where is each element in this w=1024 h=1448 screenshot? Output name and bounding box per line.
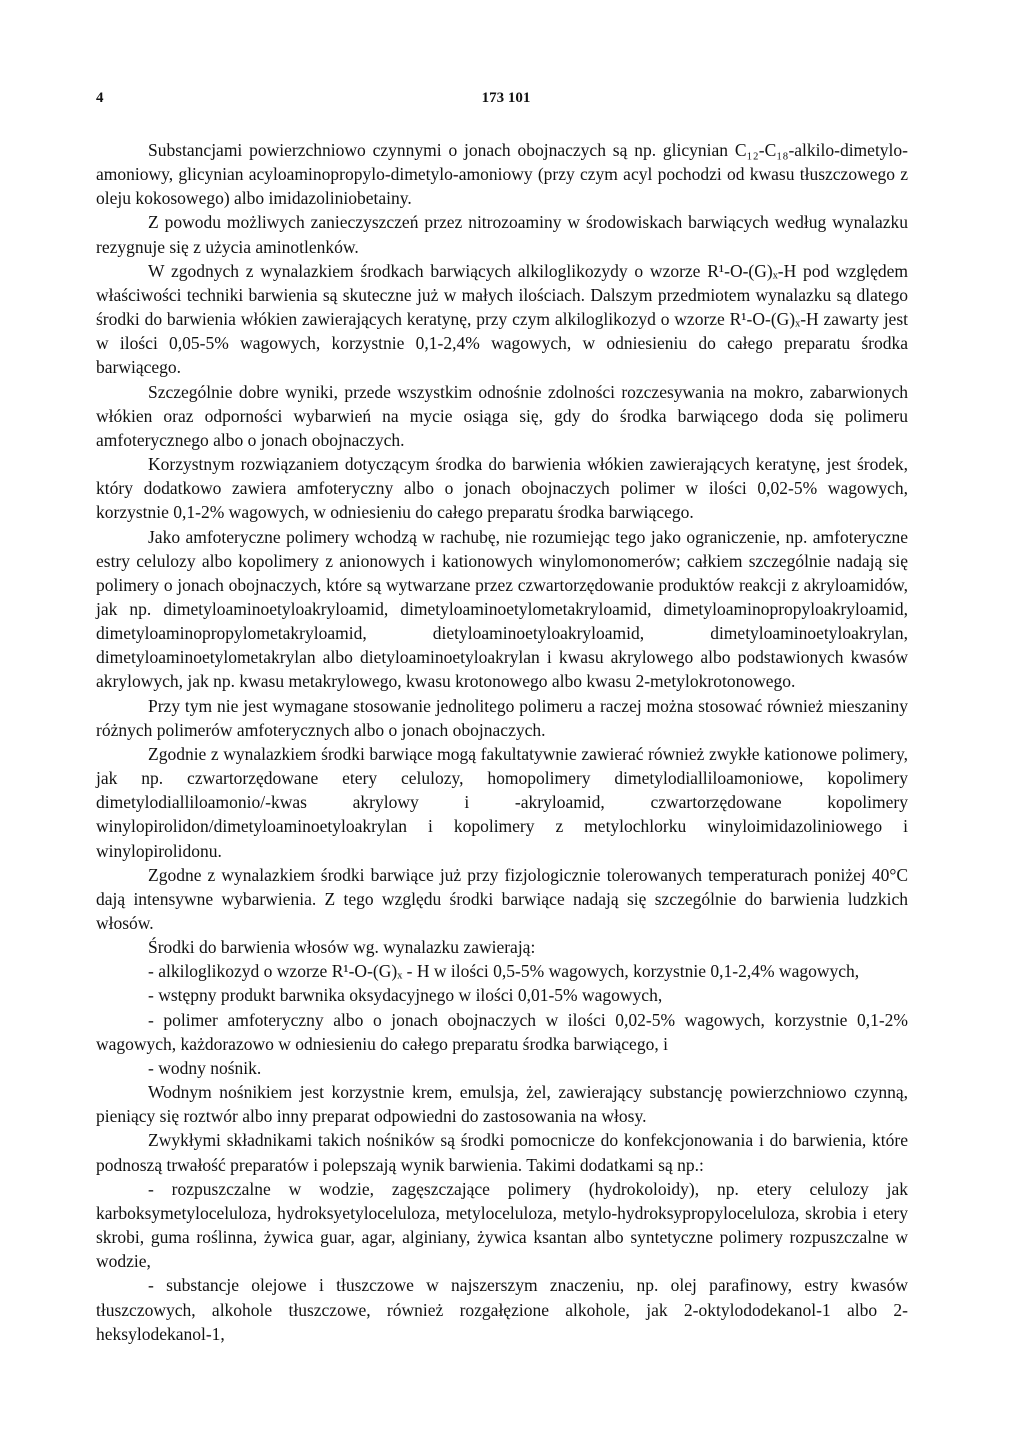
paragraph: Z powodu możliwych zanieczyszczeń przez nitrozoaminy w środowiskach barwiących według wynalazku rezygnuje się z użycia aminotlenków. (96, 212, 908, 257)
paragraph: Substancjami powierzchniowo czynnymi o jonach obojnaczych są np. glicynian C₁₂-C₁₈-alkilo-dimetylo-amoniowy, glicynian acyloaminopropylo-dimetylo-amoniowy (przy czym acyl pochodzi od kwasu tłuszczowego z oleju kokosowego) albo imidazoliniobetainy. (96, 140, 908, 209)
page-header (96, 90, 916, 114)
list-item: - substancje olejowe i tłuszczowe w najszerszym znaczeniu, np. olej parafinowy, estry kwasów tłuszczowych, alkohole tłuszczowe, również rozgałęzione alkohole, jak 2-oktylododekanol-1 albo 2-heksylodekanol-1, (96, 1275, 908, 1344)
list-item: - rozpuszczalne w wodzie, zagęszczające polimery (hydrokoloidy), np. etery celulozy jak karboksymetyloceluloza, hydroksyetyloceluloza, metyloceluloza, metylo-hydroksypropyloceluloza, skrobia i etery skrobi, guma roślinna, żywica guar, agar, alginiany, żywica ksantan albo syntetyczne polimery rozpuszczalne w wodzie, (96, 1178, 908, 1272)
paragraph: Zwykłymi składnikami takich nośników są środki pomocnicze do konfekcjonowania i do barwienia, które podnoszą trwałość preparatów i polepszają wynik barwienia. Takimi dodatkami są np.: (96, 1130, 908, 1175)
paragraph: Korzystnym rozwiązaniem dotyczącym środka do barwienia włókien zawierających keratynę, jest środek, który dodatkowo zawiera amfoteryczny albo o jonach obojnaczych polimer w ilości 0,02-5% wagowych, korzystnie 0,1-2% wagowych, w odniesieniu do całego preparatu środka barwiącego. (96, 454, 908, 523)
list-item: - wstępny produkt barwnika oksydacyjnego w ilości 0,01-5% wagowych, (148, 985, 663, 1006)
paragraph: Zgodne z wynalazkiem środki barwiące już przy fizjologicznie tolerowanych temperaturach poniżej 40°C dają intensywne wybarwienia. Z tego względu środki barwiące nadają się szczególnie do barwienia ludzkich włosów. (96, 864, 908, 933)
page-number: 4 (96, 90, 104, 106)
list-item: - polimer amfoteryczny albo o jonach obojnaczych w ilości 0,02-5% wagowych, korzystnie 0,1-2% wagowych, każdorazowo w odniesieniu do całego preparatu środka barwiącego, i (96, 1009, 908, 1054)
paragraph: W zgodnych z wynalazkiem środkach barwiących alkiloglikozydy o wzorze R¹-O-(G)ₓ-H pod względem właściwości techniki barwienia są skuteczne już w małych ilościach. Dalszym przedmiotem wynalazku są dlatego środki do barwienia włókien zawierających keratynę, przy czym alkiloglikozyd o wzorze R¹-O-(G)ₓ-H zawarty jest w ilości 0,05-5% wagowych, korzystnie 0,1-2,4% wagowych, w odniesieniu do całego preparatu środka barwiącego. (96, 260, 908, 378)
paragraph: Zgodnie z wynalazkiem środki barwiące mogą fakultatywnie zawierać również zwykłe kationowe polimery, jak np. czwartorzędowane etery celulozy, homopolimery dimetylodialliloamoniowe, kopolimery dimetylodialliloamonio/-kwas akrylowy i -akryloamid, czwartorzędowane kopolimery winylopirolidon/dimetyloaminoetyloakrylan i kopolimery z metylochlorku winyloimidazoliniowego i winylopirolidonu. (96, 743, 908, 861)
paragraph: Jako amfoteryczne polimery wchodzą w rachubę, nie rozumiejąc tego jako ograniczenie, np. amfoteryczne estry celulozy albo kopolimery z anionowych i kationowych winylomonomerów; całkiem szczególnie nadają się polimery o jonach obojnaczych, które są wytwarzane przez czwartorzędowanie produktów reakcji z akryloamidów, jak np. dimetyloaminoetyloakryloamid, dimetyloaminoetylometakryloamid, dimetyloaminopropyloakryloamid, dimetyloaminopropylometakryloamid, dietyloaminoetyloakryloamid, dimetyloaminoetyloakrylan, dimetyloaminoetylometakrylan albo dietyloaminoetyloakrylan i kwasu akrylowego albo podstawionych kwasów akrylowych, jak np. kwasu metakrylowego, kwasu krotonowego albo kwasu 2-metylokrotonowego. (96, 526, 908, 692)
body-text (96, 138, 908, 1346)
list-item: - wodny nośnik. (148, 1057, 262, 1078)
paragraph: Środki do barwienia włosów wg. wynalazku zawierają: (148, 937, 536, 958)
paragraph: Szczególnie dobre wyniki, przede wszystkim odnośnie zdolności rozczesywania na mokro, zabarwionych włókien oraz odporności wybarwień na mycie osiąga się, gdy do środka barwiącego doda się polimeru amfoterycznego albo o jonach obojnaczych. (96, 381, 908, 450)
document-number: 173 101 (481, 90, 531, 106)
paragraph: Wodnym nośnikiem jest korzystnie krem, emulsja, żel, zawierający substancję powierzchniowo czynną, pieniący się roztwór albo inny preparat odpowiedni do zastosowania na włosy. (96, 1082, 908, 1127)
paragraph: Przy tym nie jest wymagane stosowanie jednolitego polimeru a raczej można stosować również mieszaniny różnych polimerów amfoterycznych albo o jonach obojnaczych. (96, 695, 908, 740)
list-item: - alkiloglikozyd o wzorze R¹-O-(G)ₓ - H w ilości 0,5-5% wagowych, korzystnie 0,1-2,4% wagowych, (148, 961, 860, 982)
